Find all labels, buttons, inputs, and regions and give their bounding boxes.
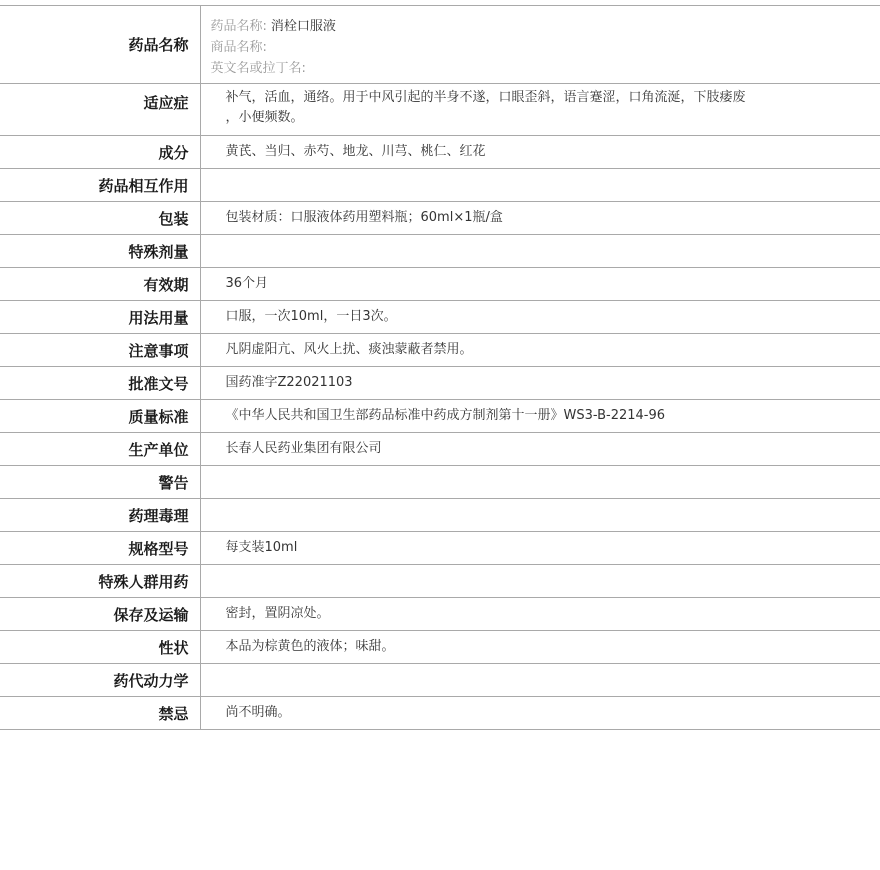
row-label: 性状 bbox=[0, 631, 200, 664]
row-value bbox=[200, 499, 880, 532]
row-label: 批准文号 bbox=[0, 367, 200, 400]
row-value: 凡阴虚阳亢、风火上扰、痰浊蒙蔽者禁用。 bbox=[200, 334, 880, 367]
table-row bbox=[0, 367, 880, 400]
row-label: 警告 bbox=[0, 466, 200, 499]
row-drug-name bbox=[0, 6, 880, 84]
row-value: 国药准字Z22021103 bbox=[200, 367, 880, 400]
row-label: 规格型号 bbox=[0, 532, 200, 565]
row-label: 成分 bbox=[0, 136, 200, 169]
row-label: 质量标准 bbox=[0, 400, 200, 433]
table-row bbox=[0, 598, 880, 631]
table-row bbox=[0, 565, 880, 598]
row-label: 药理毒理 bbox=[0, 499, 200, 532]
row-label: 有效期 bbox=[0, 268, 200, 301]
table-row bbox=[0, 499, 880, 532]
row-label: 包装 bbox=[0, 202, 200, 235]
table-row bbox=[0, 532, 880, 565]
table-row bbox=[0, 697, 880, 730]
table-row bbox=[0, 268, 880, 301]
row-value: 每支装10ml bbox=[200, 532, 880, 565]
generic-name-label: 药品名称: bbox=[210, 19, 267, 34]
row-value: 《中华人民共和国卫生部药品标准中药成方制剂第十一册》WS3-B-2214-96 bbox=[200, 400, 880, 433]
row-value: 本品为棕黄色的液体；味甜。 bbox=[200, 631, 880, 664]
row-value bbox=[200, 466, 880, 499]
trade-name-line bbox=[211, 37, 880, 58]
row-label: 药品相互作用 bbox=[0, 169, 200, 202]
table-row bbox=[0, 631, 880, 664]
table-row bbox=[0, 433, 880, 466]
row-value bbox=[200, 565, 880, 598]
table-row bbox=[0, 466, 880, 499]
row-label: 生产单位 bbox=[0, 433, 200, 466]
row-label: 用法用量 bbox=[0, 301, 200, 334]
row-label: 适应症 bbox=[0, 84, 200, 136]
name-cell bbox=[200, 6, 880, 84]
table-row bbox=[0, 202, 880, 235]
row-value: 口服，一次10ml，一日3次。 bbox=[200, 301, 880, 334]
row-label: 特殊剂量 bbox=[0, 235, 200, 268]
drug-info-table bbox=[0, 5, 880, 730]
table-row bbox=[0, 334, 880, 367]
table-row bbox=[0, 400, 880, 433]
indications-line: ，小便频数。 bbox=[225, 110, 304, 125]
indications-line: 补气，活血，通络。用于中风引起的半身不遂，口眼歪斜，语言蹇涩，口角流涎，下肢痿废 bbox=[225, 90, 746, 105]
english-name-line bbox=[211, 58, 880, 79]
table-row bbox=[0, 301, 880, 334]
generic-name-line bbox=[211, 16, 880, 37]
table-row bbox=[0, 664, 880, 697]
row-value: 36个月 bbox=[200, 268, 880, 301]
row-value: 包装材质：口服液体药用塑料瓶；60ml×1瓶/盒 bbox=[200, 202, 880, 235]
trade-name-label: 商品名称: bbox=[210, 40, 267, 55]
row-value: 长春人民药业集团有限公司 bbox=[200, 433, 880, 466]
row-label: 禁忌 bbox=[0, 697, 200, 730]
row-value: 密封，置阴凉处。 bbox=[200, 598, 880, 631]
indications-value bbox=[200, 84, 880, 136]
row-label: 药品名称 bbox=[0, 6, 200, 84]
row-label: 药代动力学 bbox=[0, 664, 200, 697]
table-row bbox=[0, 136, 880, 169]
generic-name-value: 消栓口服液 bbox=[270, 19, 336, 34]
row-indications bbox=[0, 84, 880, 136]
row-value bbox=[200, 664, 880, 697]
table-row bbox=[0, 169, 880, 202]
table-row bbox=[0, 235, 880, 268]
row-value: 黄芪、当归、赤芍、地龙、川芎、桃仁、红花 bbox=[200, 136, 880, 169]
row-value bbox=[200, 169, 880, 202]
row-label: 保存及运输 bbox=[0, 598, 200, 631]
row-value bbox=[200, 235, 880, 268]
english-name-label: 英文名或拉丁名: bbox=[210, 61, 306, 76]
row-value: 尚不明确。 bbox=[200, 697, 880, 730]
row-label: 注意事项 bbox=[0, 334, 200, 367]
row-label: 特殊人群用药 bbox=[0, 565, 200, 598]
